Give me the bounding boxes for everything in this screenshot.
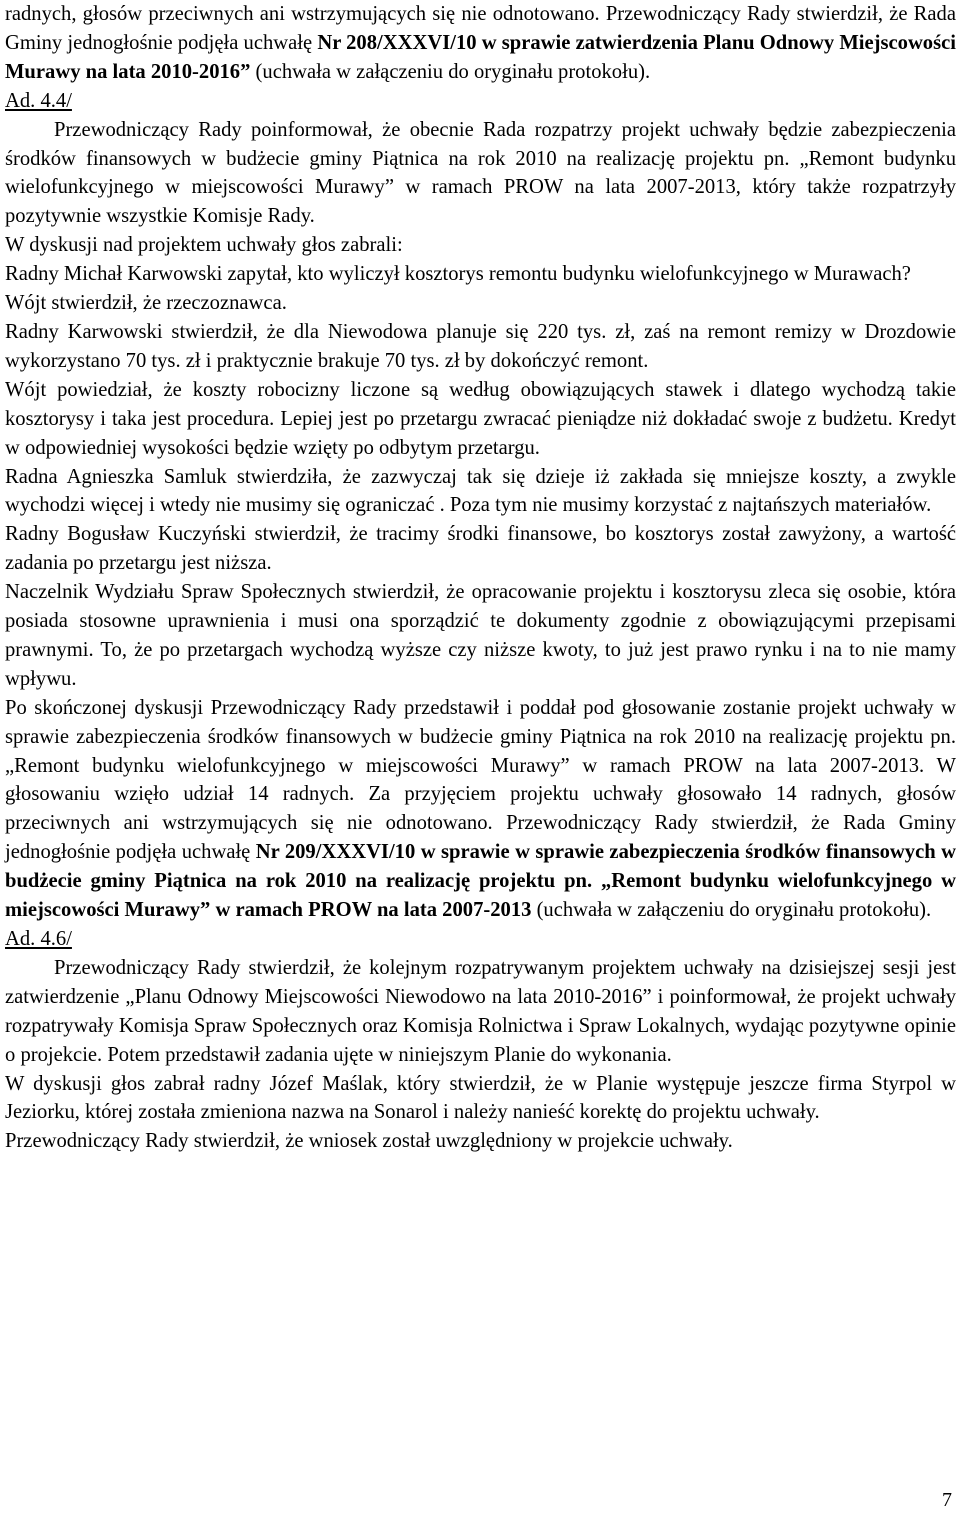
page-number: 7 (942, 1489, 952, 1511)
paragraph-text: (uchwała w załączeniu do oryginału protokołu). (255, 60, 651, 83)
document-body (5, 0, 956, 1156)
paragraph-chairman-conclusion: Przewodniczący Rady stwierdził, że wniosek został uwzględniony w projekcie uchwały. (5, 1130, 733, 1153)
paragraph-wojt-costs: Wójt powiedział, że koszty robocizny liczone są według obowiązujących stawek i dlatego wychodzą takie kosztorysy i taka jest procedura. Lepiej jest po przetargu zwracać pieniądze niż dokładać swoje z budżetu. Kredyt w odpowiedniej wysokości będzie wzięty po odbytym przetargu. (5, 378, 956, 459)
paragraph-resolution-208 (5, 0, 956, 87)
paragraph-kuczynski: Radny Bogusław Kuczyński stwierdził, że tracimy środki finansowe, bo kosztorys został zawyżony, a wartość zadania po przetargu jest niższa. (5, 523, 956, 575)
paragraph-text: Po skończonej dyskusji Przewodniczący Rady przedstawił i poddał pod głosowanie zostanie projekt uchwały w sprawie zabezpieczenia środków finansowych w budżecie gminy Piątnica na rok 2010 na realizację projektu pn. „Remont budynku wielofunkcyjnego w miejscowości Murawy” w ramach PROW na lata 2007-2013. W głosowaniu wzięło udział 14 radnych. Za przyjęciem projektu uchwały głosowało 14 radnych, głosów przeciwnych ani wstrzymujących się nie odnotowano. Przewodniczący Rady stwierdził, że Rada Gminy jednogłośnie podjęła uchwałę (5, 696, 956, 864)
paragraph-karwowski-question: Radny Michał Karwowski zapytał, kto wyliczył kosztorys remontu budynku wielofunkcyjnego w Murawach? (5, 263, 911, 286)
resolution-title: Nr 208/XXXVI/10 w sprawie zatwierdzenia Planu Odnowy Miejscowości Murawy na lata 2010-2016” (5, 31, 956, 83)
paragraph-chairman-info: Przewodniczący Rady poinformował, że obecnie Rada rozpatrzy projekt uchwały będzie zabezpieczenia środków finansowych w budżecie gminy Piątnica na rok 2010 na realizację projektu pn. „Remont budynku wielofunkcyjnego w miejscowości Murawy” w ramach PROW na lata 2007-2013, który także rozpatrzyły pozytywnie wszystkie Komisje Rady. (5, 118, 956, 228)
section-heading-4-4: Ad. 4.4/ (5, 89, 72, 112)
paragraph-samluk: Radna Agnieszka Samluk stwierdziła, że zazwyczaj tak się dzieje iż zakłada się mniejsze koszty, a zwykle wychodzi więcej i wtedy nie musimy się ograniczać . Poza tym nie musimy korzystać z najtańszych materiałów. (5, 465, 956, 517)
paragraph-karwowski-statement: Radny Karwowski stwierdził, że dla Niewodowa planuje się 220 tys. zł, zaś na remont remizy w Drozdowie wykorzystano 70 tys. zł i praktycznie brakuje 70 tys. zł by dokończyć remont. (5, 320, 956, 372)
paragraph-text: (uchwała w załączeniu do oryginału protokołu). (531, 899, 932, 922)
paragraph-resolution-209 (5, 694, 956, 925)
section-heading-4-6: Ad. 4.6/ (5, 928, 72, 950)
paragraph-discussion-intro: W dyskusji nad projektem uchwały głos zabrali: (5, 234, 403, 257)
paragraph-wojt-answer: Wójt stwierdził, że rzeczoznawca. (5, 292, 287, 315)
paragraph-naczelnik: Naczelnik Wydziału Spraw Społecznych stwierdził, że opracowanie projektu i kosztorysu zleca się osobie, która posiada stosowne uprawnienia i musi ona sporządzić te dokumenty zgodnie z obowiązującymi przepisami prawnymi. To, że po przetargach wychodzą wyższe czy niższe kwoty, to już jest prawo rynku i na to nie mamy wpływu. (5, 581, 956, 690)
paragraph-maslak: W dyskusji głos zabrał radny Józef Maślak, który stwierdził, że w Planie występuje jeszcze firma Styrpol w Jeziorku, której została zmieniona nazwa na Sonarol i należy nanieść korektę do projektu uchwały. (5, 1072, 956, 1124)
resolution-title: Nr 209/XXXVI/10 w sprawie w sprawie zabezpieczenia środków finansowych w budżecie gminy Piątnica na rok 2010 na realizację projektu pn. „Remont budynku wielofunkcyjnego w miejscowości Murawy” w ramach PROW na lata 2007-2013 (5, 841, 956, 922)
paragraph-text: radnych, głosów przeciwnych ani wstrzymujących się nie odnotowano. Przewodniczący Rady stwierdził, że Rada Gminy jednogłośnie podjęła uchwałę (5, 3, 956, 54)
paragraph-plan-niewodowo: Przewodniczący Rady stwierdził, że kolejnym rozpatrywanym projektem uchwały na dzisiejszej sesji jest zatwierdzenie „Planu Odnowy Miejscowości Niewodowo na lata 2010-2016” i poinformował, że projekt uchwały rozpatrywały Komisja Spraw Społecznych oraz Komisja Rolnictwa i Spraw Lokalnych, wydając pozytywne opinie o projekcie. Potem przedstawił zadania ujęte w niniejszym Planie do wykonania. (5, 956, 956, 1066)
